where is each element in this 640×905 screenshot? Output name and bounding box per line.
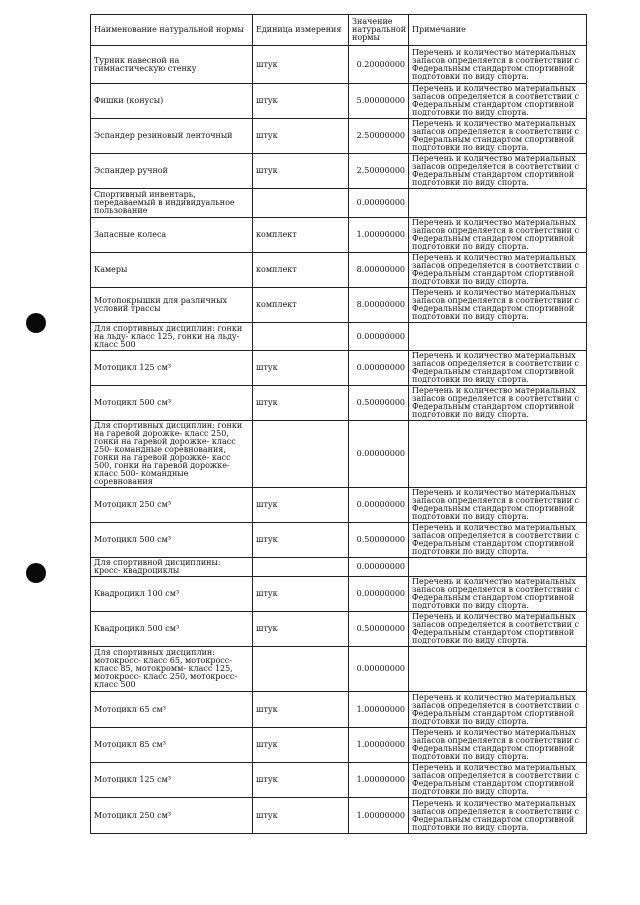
cell-value: 2.50000000 bbox=[349, 119, 409, 154]
table-row bbox=[91, 798, 587, 834]
cell-note: Перечень и количество материальных запасов определяется в соответствии с Федеральным стандартом спортивной подготовки по виду спорта. bbox=[409, 119, 587, 154]
cell-note bbox=[409, 421, 587, 488]
header-note: Примечание bbox=[409, 15, 587, 46]
cell-unit: штук bbox=[253, 119, 349, 154]
cell-name: Спортивный инвентарь, передаваемый в индивидуальное пользование bbox=[91, 189, 253, 218]
cell-value: 8.00000000 bbox=[349, 288, 409, 323]
cell-name: Для спортивных дисциплин: гонки на гаревой дорожке- класс 250, гонки на гаревой дорожке- класс 250- командные соревнования, гонки на гаревой дорожке- касс 500, гонки на гаревой дорожке- класс 500- командные соревнования bbox=[91, 421, 253, 488]
cell-name: Запасные колеса bbox=[91, 218, 253, 253]
cell-name: Квадроцикл 500 см³ bbox=[91, 612, 253, 647]
cell-unit: штук bbox=[253, 351, 349, 386]
cell-value: 0.00000000 bbox=[349, 351, 409, 386]
cell-name: Для спортивных дисциплин: гонки на льду- класс 125, гонки на льду- класс 500 bbox=[91, 323, 253, 351]
cell-value: 0.00000000 bbox=[349, 577, 409, 612]
cell-value: 0.00000000 bbox=[349, 323, 409, 351]
cell-note bbox=[409, 323, 587, 351]
cell-note: Перечень и количество материальных запасов определяется в соответствии с Федеральным стандартом спортивной подготовки по виду спорта. bbox=[409, 488, 587, 523]
cell-note: Перечень и количество материальных запасов определяется в соответствии с Федеральным стандартом спортивной подготовки по виду спорта. bbox=[409, 154, 587, 189]
cell-name: Фишки (конусы) bbox=[91, 84, 253, 119]
cell-name: Камеры bbox=[91, 253, 253, 288]
cell-name: Эспандер резиновый ленточный bbox=[91, 119, 253, 154]
cell-unit bbox=[253, 189, 349, 218]
cell-note: Перечень и количество материальных запасов определяется в соответствии с Федеральным стандартом спортивной подготовки по виду спорта. bbox=[409, 351, 587, 386]
table-row bbox=[91, 488, 587, 523]
cell-unit bbox=[253, 323, 349, 351]
cell-name: Мотоцикл 250 см³ bbox=[91, 798, 253, 834]
cell-note: Перечень и количество материальных запасов определяется в соответствии с Федеральным стандартом спортивной подготовки по виду спорта. bbox=[409, 577, 587, 612]
table-body bbox=[91, 46, 587, 834]
cell-unit bbox=[253, 421, 349, 488]
cell-note: Перечень и количество материальных запасов определяется в соответствии с Федеральным стандартом спортивной подготовки по виду спорта. bbox=[409, 692, 587, 728]
cell-value: 0.00000000 bbox=[349, 421, 409, 488]
cell-name: Мотоцикл 500 см³ bbox=[91, 523, 253, 558]
cell-value: 2.50000000 bbox=[349, 154, 409, 189]
cell-name: Мотоцикл 250 см³ bbox=[91, 488, 253, 523]
cell-value: 0.00000000 bbox=[349, 189, 409, 218]
cell-note: Перечень и количество материальных запасов определяется в соответствии с Федеральным стандартом спортивной подготовки по виду спорта. bbox=[409, 763, 587, 798]
table-row bbox=[91, 612, 587, 647]
cell-unit: штук bbox=[253, 46, 349, 84]
table-row bbox=[91, 119, 587, 154]
cell-value: 0.20000000 bbox=[349, 46, 409, 84]
cell-unit: штук bbox=[253, 488, 349, 523]
cell-name: Мотоцикл 85 см³ bbox=[91, 728, 253, 763]
cell-value: 0.00000000 bbox=[349, 488, 409, 523]
table-row bbox=[91, 323, 587, 351]
table-row bbox=[91, 253, 587, 288]
cell-name: Мотоцикл 125 см³ bbox=[91, 351, 253, 386]
cell-unit: штук bbox=[253, 386, 349, 421]
cell-value: 0.50000000 bbox=[349, 386, 409, 421]
cell-unit: штук bbox=[253, 612, 349, 647]
punch-hole-top bbox=[26, 313, 46, 333]
cell-unit bbox=[253, 558, 349, 577]
cell-value: 5.00000000 bbox=[349, 84, 409, 119]
cell-value: 0.00000000 bbox=[349, 647, 409, 692]
table-header-row bbox=[91, 15, 587, 46]
header-name: Наименование натуральной нормы bbox=[91, 15, 253, 46]
cell-note bbox=[409, 558, 587, 577]
cell-unit: штук bbox=[253, 523, 349, 558]
table-row bbox=[91, 46, 587, 84]
table-row bbox=[91, 218, 587, 253]
cell-unit: штук bbox=[253, 84, 349, 119]
cell-value: 1.00000000 bbox=[349, 692, 409, 728]
table-row bbox=[91, 728, 587, 763]
cell-name: Мотоцикл 125 см³ bbox=[91, 763, 253, 798]
cell-unit: штук bbox=[253, 763, 349, 798]
cell-note: Перечень и количество материальных запасов определяется в соответствии с Федеральным стандартом спортивной подготовки по виду спорта. bbox=[409, 612, 587, 647]
table-row bbox=[91, 351, 587, 386]
cell-unit: штук bbox=[253, 577, 349, 612]
cell-name: Турник навесной на гимнастическую стенку bbox=[91, 46, 253, 84]
cell-name: Для спортивной дисциплины: кросс- квадроциклы bbox=[91, 558, 253, 577]
cell-value: 1.00000000 bbox=[349, 763, 409, 798]
cell-unit: штук bbox=[253, 154, 349, 189]
cell-value: 0.50000000 bbox=[349, 523, 409, 558]
table-row bbox=[91, 189, 587, 218]
table-row bbox=[91, 386, 587, 421]
cell-note: Перечень и количество материальных запасов определяется в соответствии с Федеральным стандартом спортивной подготовки по виду спорта. bbox=[409, 46, 587, 84]
cell-note: Перечень и количество материальных запасов определяется в соответствии с Федеральным стандартом спортивной подготовки по виду спорта. bbox=[409, 523, 587, 558]
cell-note: Перечень и количество материальных запасов определяется в соответствии с Федеральным стандартом спортивной подготовки по виду спорта. bbox=[409, 84, 587, 119]
cell-unit: комплект bbox=[253, 218, 349, 253]
punch-hole-bottom bbox=[26, 563, 46, 583]
cell-note: Перечень и количество материальных запасов определяется в соответствии с Федеральным стандартом спортивной подготовки по виду спорта. bbox=[409, 253, 587, 288]
cell-note bbox=[409, 189, 587, 218]
table-row bbox=[91, 154, 587, 189]
header-value: Значение натуральной нормы bbox=[349, 15, 409, 46]
cell-unit: комплект bbox=[253, 288, 349, 323]
cell-note: Перечень и количество материальных запасов определяется в соответствии с Федеральным стандартом спортивной подготовки по виду спорта. bbox=[409, 288, 587, 323]
cell-name: Квадроцикл 100 см³ bbox=[91, 577, 253, 612]
cell-name: Мотоцикл 500 см³ bbox=[91, 386, 253, 421]
cell-unit: комплект bbox=[253, 253, 349, 288]
cell-name: Эспандер ручной bbox=[91, 154, 253, 189]
cell-unit: штук bbox=[253, 728, 349, 763]
cell-value: 1.00000000 bbox=[349, 218, 409, 253]
norms-table bbox=[90, 14, 587, 834]
table-row bbox=[91, 647, 587, 692]
cell-unit bbox=[253, 647, 349, 692]
cell-unit: штук bbox=[253, 798, 349, 834]
cell-note bbox=[409, 647, 587, 692]
cell-value: 1.00000000 bbox=[349, 728, 409, 763]
cell-value: 0.50000000 bbox=[349, 612, 409, 647]
cell-value: 8.00000000 bbox=[349, 253, 409, 288]
cell-name: Для спортивных дисциплин: мотокросс- класс 65, мотокросс- класс 85, мотокромм- класс 125, мотокросс- класс 250, мотокросс- класс 500 bbox=[91, 647, 253, 692]
table-row bbox=[91, 421, 587, 488]
cell-name: Мотопокрышки для различных условий трассы bbox=[91, 288, 253, 323]
cell-note: Перечень и количество материальных запасов определяется в соответствии с Федеральным стандартом спортивной подготовки по виду спорта. bbox=[409, 728, 587, 763]
table-row bbox=[91, 523, 587, 558]
table-row bbox=[91, 558, 587, 577]
table-row bbox=[91, 84, 587, 119]
table-row bbox=[91, 692, 587, 728]
header-unit: Единица измерения bbox=[253, 15, 349, 46]
cell-unit: штук bbox=[253, 692, 349, 728]
cell-note: Перечень и количество материальных запасов определяется в соответствии с Федеральным стандартом спортивной подготовки по виду спорта. bbox=[409, 798, 587, 834]
table-row bbox=[91, 577, 587, 612]
table-row bbox=[91, 288, 587, 323]
cell-note: Перечень и количество материальных запасов определяется в соответствии с Федеральным стандартом спортивной подготовки по виду спорта. bbox=[409, 218, 587, 253]
cell-value: 1.00000000 bbox=[349, 798, 409, 834]
cell-name: Мотоцикл 65 см³ bbox=[91, 692, 253, 728]
table-row bbox=[91, 763, 587, 798]
cell-value: 0.00000000 bbox=[349, 558, 409, 577]
cell-note: Перечень и количество материальных запасов определяется в соответствии с Федеральным стандартом спортивной подготовки по виду спорта. bbox=[409, 386, 587, 421]
